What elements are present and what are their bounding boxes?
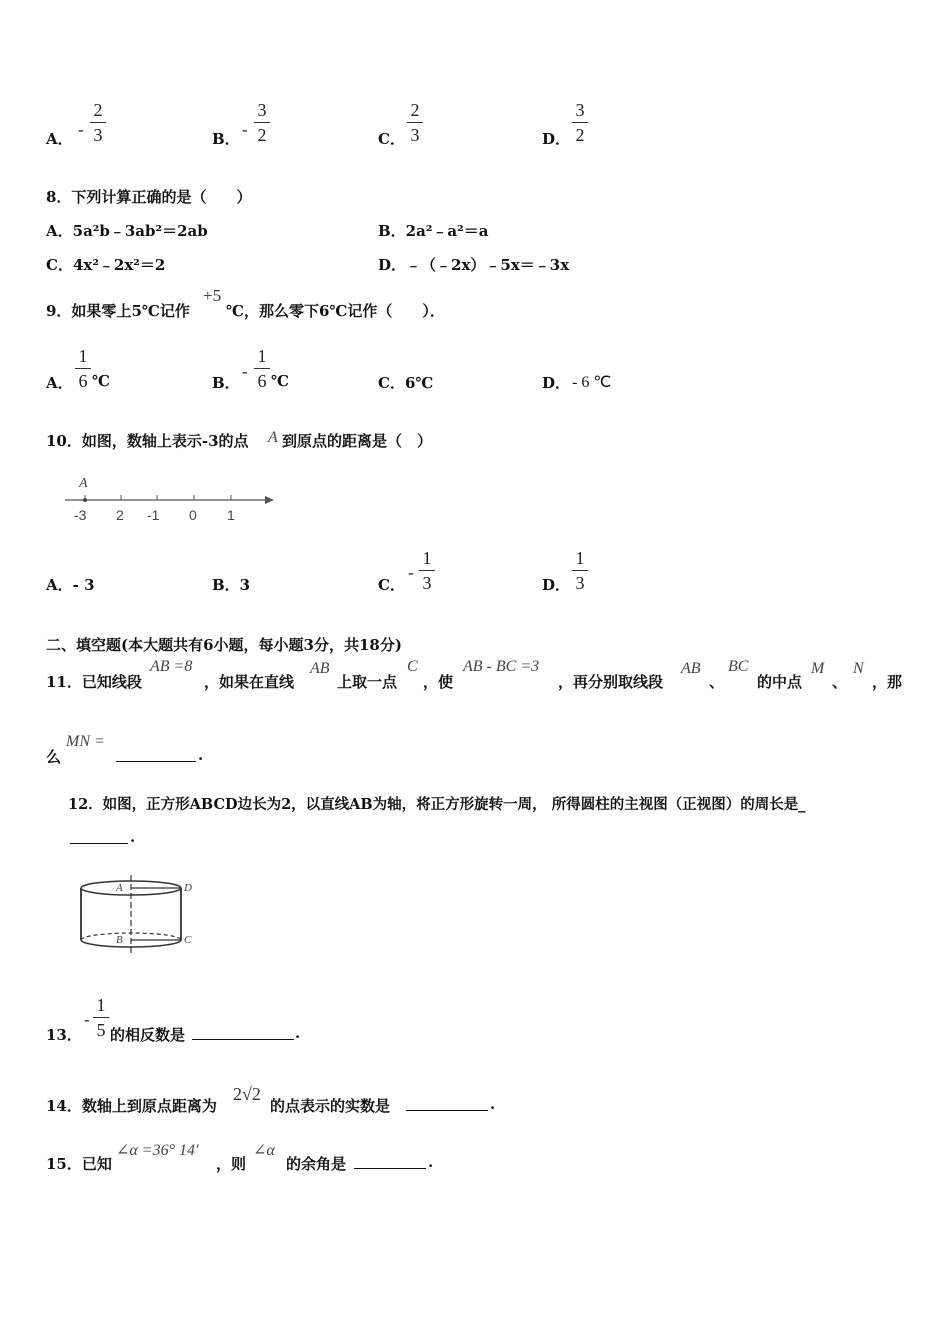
q14-text-post: 的点表示的实数是 [270, 1097, 391, 1115]
q13-answer-blank[interactable] [192, 1025, 294, 1040]
q9-option-b-label: B． [212, 374, 240, 392]
q9-option-b-fraction: 1 6 [254, 346, 270, 391]
q9-plus5: +5 [203, 286, 222, 305]
q11-math: C [407, 658, 418, 675]
q11-text: 的中点 [757, 673, 803, 691]
q10-option-a: A．- 3 [46, 576, 95, 594]
q12-stem: 12．如图，正方形ABCD边长为2，以直线AB为轴，将正方形旋转一周， 所得圆柱的主视图（正视图）的周长是_ [68, 796, 806, 813]
q9-option-d-label: D． [542, 374, 571, 392]
q7-option-d-fraction: 3 2 [572, 100, 588, 145]
q9-option-d-value: - 6 ℃ [572, 374, 612, 391]
cylinder-label: B [116, 934, 123, 946]
q11-text: 上取一点 [337, 673, 398, 691]
q13-end: . [295, 1024, 301, 1042]
q10-point-a: A [268, 429, 278, 446]
q15-text: 15．已知 [46, 1155, 112, 1173]
q10-stem-post: 到原点的距离是（ ） [282, 432, 433, 450]
q7-option-a-label: A． [46, 130, 73, 148]
q8-stem: 8．下列计算正确的是（ ） [46, 188, 252, 206]
section-2-heading: 二、填空题(本大题共有6小题，每小题3分，共18分) [46, 636, 402, 654]
q11-text: ，再分别取线段 [558, 673, 664, 691]
number-line-tick: -1 [147, 507, 160, 523]
q11-text: 、 [832, 673, 848, 691]
q11-math: AB [681, 660, 701, 677]
q11-math: AB - BC =3 [463, 658, 540, 675]
cylinder-label: D [184, 882, 192, 894]
q12-end: . [130, 828, 136, 846]
number-line-axis [60, 470, 280, 530]
q9-option-b-sign: - [242, 362, 248, 381]
q15-math: ∠α [253, 1142, 275, 1159]
number-line-tick: 1 [227, 507, 235, 523]
q12-answer-blank[interactable] [70, 829, 128, 844]
q11-text: ，那 [872, 673, 903, 691]
q9-option-a-fraction: 1 6 [75, 346, 91, 391]
number-line-tick: 0 [189, 507, 197, 523]
q8-option-b: B．2a²﹣a²＝a [378, 222, 489, 240]
cylinder-drawing [74, 870, 194, 960]
q11-math: AB [310, 660, 330, 677]
q7-option-a-sign: - [78, 120, 84, 139]
q15-text-post: 的余角是 [286, 1155, 347, 1173]
number-line-tick: -3 [74, 507, 87, 523]
q10-option-d-label: D． [542, 576, 571, 594]
q13-text: 的相反数是 [110, 1026, 186, 1044]
q7-option-b-sign: - [242, 120, 248, 139]
q7-option-b-label: B． [212, 130, 240, 148]
q11-text: 11．已知线段 [46, 673, 142, 691]
q14-text: 14．数轴上到原点距离为 [46, 1097, 217, 1115]
q13-label: 13． [46, 1026, 82, 1044]
q14-math: 2√2 [233, 1084, 261, 1104]
q10-stem-pre: 10．如图，数轴上表示-3的点 [46, 432, 249, 450]
q8-option-d: D．﹣（﹣2x）﹣5x＝﹣3x [378, 256, 570, 274]
q10-option-c-fraction: 1 3 [419, 548, 435, 593]
q9-option-a-label: A． [46, 374, 73, 392]
q11-math: MN = [66, 733, 105, 750]
q7-option-c-fraction: 2 3 [407, 100, 423, 145]
q8-option-a: A．5a²b﹣3ab²＝2ab [46, 222, 208, 240]
number-line-point-label: A [79, 476, 88, 491]
q7-option-c-label: C． [378, 130, 405, 148]
q10-option-b: B．3 [212, 576, 251, 594]
q14-end: . [490, 1095, 496, 1113]
q11-text: ，如果在直线 [204, 673, 295, 691]
q7-option-d-label: D． [542, 130, 571, 148]
q11-answer-blank[interactable] [116, 747, 196, 762]
q14-answer-blank[interactable] [406, 1096, 488, 1111]
q15-text-mid: ，则 [216, 1155, 247, 1173]
q11-math: BC [728, 658, 749, 675]
q9-stem-post: ℃，那么零下6℃记作（ ）． [226, 302, 445, 320]
q13-sign: - [84, 1010, 90, 1029]
cylinder-label: C [184, 934, 192, 946]
q7-option-b-fraction: 3 2 [254, 100, 270, 145]
q10-option-c-label: C． [378, 576, 405, 594]
q7-option-a-fraction: 2 3 [90, 100, 106, 145]
q11-math: N [853, 660, 864, 677]
q11-math: AB =8 [150, 658, 193, 675]
q11-text: 、 [709, 673, 725, 691]
q9-option-a-unit: ℃ [92, 372, 110, 390]
q9-option-b-unit: ℃ [271, 372, 289, 390]
q13-fraction: 1 5 [93, 995, 109, 1040]
q9-option-c: C．6℃ [378, 374, 434, 392]
number-line-tick: 2 [116, 507, 124, 523]
q10-option-c-sign: - [408, 563, 414, 582]
q8-option-c: C．4x²﹣2x²＝2 [46, 256, 166, 274]
q11-text: 么 [46, 748, 62, 766]
cylinder-label: A [116, 882, 123, 894]
q11-text: . [198, 746, 204, 764]
q11-math: M [811, 660, 825, 677]
q9-stem-pre: 9．如果零上5℃记作 [46, 302, 190, 320]
q10-option-d-fraction: 1 3 [572, 548, 588, 593]
q15-answer-blank[interactable] [354, 1154, 426, 1169]
q11-text: ，使 [423, 673, 454, 691]
q15-math: ∠α =36° 14′ [116, 1142, 199, 1159]
q15-end: . [428, 1153, 434, 1171]
